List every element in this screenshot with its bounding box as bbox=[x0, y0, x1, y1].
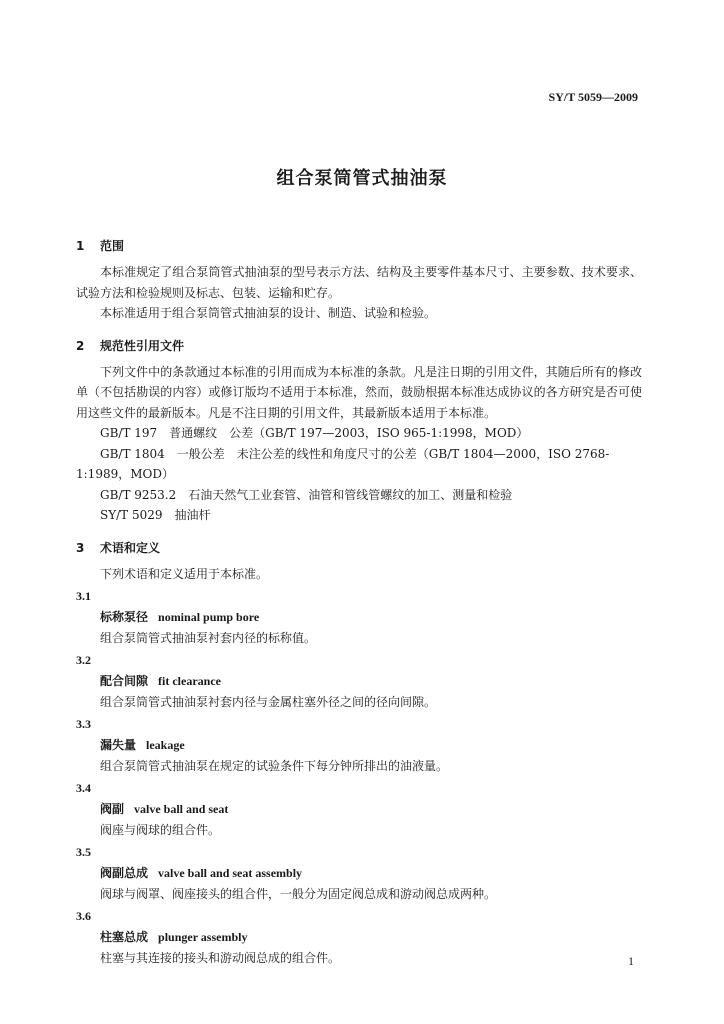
term-name bbox=[76, 862, 642, 884]
section-heading bbox=[76, 236, 642, 256]
term-entry bbox=[76, 906, 642, 968]
term-definition: 组合泵筒管式抽油泵衬套内径的标称值。 bbox=[100, 631, 317, 645]
term-definition: 柱塞与其连接的接头和游动阀总成的组合件。 bbox=[100, 951, 341, 965]
section-title: 术语和定义 bbox=[100, 540, 161, 555]
term-name-en: plunger assembly bbox=[158, 930, 248, 944]
section-title: 范围 bbox=[100, 239, 125, 253]
term-entry bbox=[76, 778, 642, 840]
term-name-en: valve ball and seat bbox=[134, 802, 229, 816]
term-name-zh: 柱塞总成 bbox=[100, 930, 149, 944]
term-name bbox=[76, 926, 642, 948]
section-terms-definitions bbox=[76, 538, 642, 969]
reference-item: GB/T 1804 一般公差 未注公差的线性和角度尺寸的公差（GB/T 1804—2000，ISO 2768- bbox=[100, 446, 610, 461]
section-normative-references bbox=[76, 336, 642, 526]
document-title: 组合泵筒管式抽油泵 bbox=[276, 168, 448, 189]
term-name-zh: 漏失量 bbox=[100, 738, 137, 752]
standard-code: SY/T 5059—2009 bbox=[548, 90, 638, 104]
reference-item: GB/T 197 普通螺纹 公差（GB/T 197—2003，ISO 965-1:1998，MOD） bbox=[100, 426, 529, 440]
term-number: 3.3 bbox=[76, 717, 91, 731]
reference-item: SY/T 5029 抽油杆 bbox=[100, 508, 211, 522]
paragraph: 本标准规定了组合泵筒管式抽油泵的型号表示方法、结构及主要零件基本尺寸、主要参数、技术要求、试验方法和检验规则及标志、包装、运输和贮存。 bbox=[76, 265, 642, 300]
term-definition: 组合泵筒管式抽油泵在规定的试验条件下每分钟所排出的油液量。 bbox=[100, 759, 449, 773]
term-name bbox=[76, 734, 642, 756]
term-name bbox=[76, 606, 642, 628]
term-number: 3.4 bbox=[76, 781, 91, 795]
reference-item-continuation: 1:1989，MOD） bbox=[76, 467, 174, 481]
term-entry bbox=[76, 714, 642, 776]
term-name bbox=[76, 670, 642, 692]
section-number: 2 bbox=[76, 338, 85, 353]
section-number: 1 bbox=[76, 239, 85, 253]
term-name-en: leakage bbox=[146, 738, 185, 752]
term-entry bbox=[76, 650, 642, 712]
section-scope bbox=[76, 236, 642, 324]
paragraph: 下列文件中的条款通过本标准的引用而成为本标准的条款。凡是注日期的引用文件，其随后所有的修改单（不包括勘误的内容）或修订版均不适用于本标准，然而，鼓励根据本标准达成协议的各方研究是否可使用这些文件的最新版本。凡是不注日期的引用文件，其最新版本适用于本标准。 bbox=[76, 364, 642, 420]
term-name-zh: 阀副总成 bbox=[100, 866, 149, 880]
term-name-en: fit clearance bbox=[158, 674, 221, 688]
section-heading bbox=[76, 538, 642, 558]
section-heading bbox=[76, 336, 642, 356]
term-name-zh: 标称泵径 bbox=[100, 610, 149, 624]
term-definition: 阀座与阀球的组合件。 bbox=[100, 823, 221, 837]
term-name-en: nominal pump bore bbox=[158, 610, 260, 624]
term-name bbox=[76, 798, 642, 820]
term-name-en: valve ball and seat assembly bbox=[158, 866, 303, 880]
term-number: 3.2 bbox=[76, 653, 91, 667]
terms-list bbox=[76, 586, 642, 968]
term-number: 3.5 bbox=[76, 845, 91, 859]
section-intro: 下列术语和定义适用于本标准。 bbox=[100, 566, 269, 581]
term-name-zh: 阀副 bbox=[100, 802, 125, 816]
term-definition: 组合泵筒管式抽油泵衬套内径与金属柱塞外径之间的径向间隙。 bbox=[100, 695, 437, 709]
term-name-zh: 配合间隙 bbox=[100, 674, 149, 688]
paragraph: 本标准适用于组合泵筒管式抽油泵的设计、制造、试验和检验。 bbox=[100, 306, 437, 320]
term-number: 3.1 bbox=[76, 589, 91, 603]
term-entry bbox=[76, 586, 642, 648]
term-entry bbox=[76, 842, 642, 904]
page-number: 1 bbox=[628, 954, 634, 968]
term-number: 3.6 bbox=[76, 909, 91, 923]
document-body bbox=[76, 236, 642, 968]
term-definition: 阀球与阀罩、阀座接头的组合件，一般分为固定阀总成和游动阀总成两种。 bbox=[100, 887, 497, 901]
section-title: 规范性引用文件 bbox=[100, 338, 185, 353]
section-number: 3 bbox=[76, 540, 85, 555]
reference-item: GB/T 9253.2 石油天然气工业套管、油管和管线管螺纹的加工、测量和检验 bbox=[100, 487, 513, 502]
